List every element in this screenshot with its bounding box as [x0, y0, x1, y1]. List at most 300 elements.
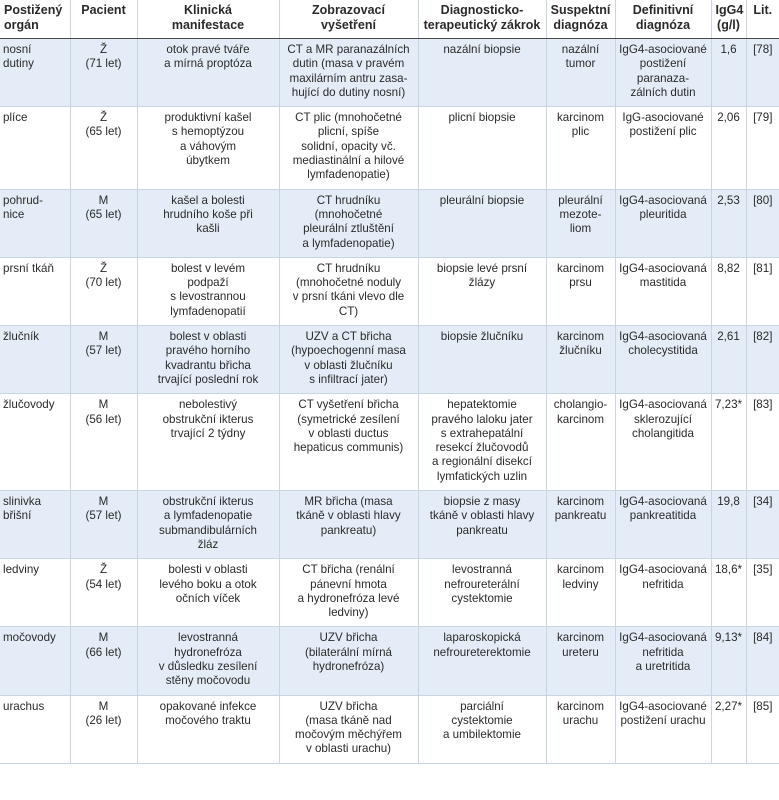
cell-line: obstrukční ikterus: [162, 495, 254, 509]
table-row: [0, 695, 779, 763]
cell-value: 19,8: [717, 495, 740, 509]
cell-clinical: [137, 257, 279, 325]
cell-line: v oblasti urachu): [305, 742, 392, 756]
cell-line: bolest v oblasti: [169, 330, 247, 344]
cell-line: CT vyšetření břicha: [298, 398, 399, 412]
cell-reference: [746, 326, 779, 394]
table-row: [0, 559, 779, 627]
cell-line: plic: [571, 125, 590, 139]
cell-value: [84]: [753, 631, 773, 645]
cell-igg4: [711, 491, 746, 559]
cell-procedure: [418, 257, 546, 325]
cell-patient: [70, 326, 137, 394]
cell-line: M: [98, 631, 109, 645]
header-procedure: [418, 0, 546, 39]
cell-reference: [746, 257, 779, 325]
cell-organ: [0, 695, 70, 763]
cell-line: zálních dutin: [630, 85, 696, 99]
cell-reference: [746, 491, 779, 559]
cell-patient: [70, 39, 137, 107]
cell-line: karcinom: [556, 412, 605, 426]
cell-line: cystektomie: [451, 713, 513, 727]
cell-line: s infiltrací jater): [309, 372, 388, 386]
cell-line: pohrud-: [3, 193, 43, 207]
cell-line: pankreatu: [554, 509, 607, 523]
cell-procedure: [418, 326, 546, 394]
cell-line: IgG4-asociovaná: [619, 330, 707, 344]
cell-line: IgG4-asociovaná: [619, 193, 707, 207]
cell-imaging: [279, 491, 418, 559]
cell-line: hepaticus communis): [293, 441, 404, 455]
cell-line: (56 let): [85, 412, 122, 426]
header-igg4: [711, 0, 746, 39]
cell-patient: [70, 559, 137, 627]
cell-line: hrudního koše při: [163, 207, 253, 221]
cell-imaging: [279, 107, 418, 189]
cell-line: pánevní hmota: [310, 577, 387, 591]
cell-procedure: [418, 394, 546, 491]
cell-clinical: [137, 559, 279, 627]
cell-line: močovody: [3, 631, 56, 645]
cell-imaging: [279, 627, 418, 695]
cell-line: plicní biopsie: [448, 111, 516, 125]
cell-procedure: [418, 189, 546, 257]
header-line: (g/l): [717, 18, 740, 32]
cell-patient: [70, 627, 137, 695]
cell-line: pankreatu): [320, 523, 377, 537]
cell-line: cholecystitida: [628, 344, 698, 358]
cell-line: biopsie žlučníku: [440, 330, 524, 344]
cell-line: solidní, opacity vč.: [301, 139, 396, 153]
cell-procedure: [418, 491, 546, 559]
cell-line: slinivka: [3, 495, 42, 509]
cell-igg4: [711, 257, 746, 325]
header-line: manifestace: [171, 18, 245, 32]
cell-line: lymfadenopatie): [307, 168, 390, 182]
cell-value: [82]: [753, 330, 773, 344]
cell-value: [83]: [753, 398, 773, 412]
cell-igg4: [711, 394, 746, 491]
cell-line: (26 let): [85, 713, 122, 727]
cell-line: IgG4-asociovaná: [619, 261, 707, 275]
cell-value: [80]: [753, 193, 773, 207]
cell-line: nice: [3, 207, 25, 221]
cell-igg4: [711, 39, 746, 107]
header-line: orgán: [4, 18, 39, 32]
cell-igg4: [711, 559, 746, 627]
cell-suspected: [546, 491, 615, 559]
cell-line: UZV břicha: [319, 699, 378, 713]
cell-imaging: [279, 326, 418, 394]
cell-patient: [70, 107, 137, 189]
cell-line: (mnohočetné: [314, 207, 383, 221]
cell-line: CT): [338, 304, 359, 318]
cell-imaging: [279, 695, 418, 763]
cell-line: pleurální biopsie: [439, 193, 525, 207]
cell-line: mastitida: [639, 276, 687, 290]
cell-line: a umbilektomie: [443, 728, 521, 742]
cell-line: otok pravé tváře: [166, 43, 250, 56]
cell-value: [34]: [753, 495, 773, 509]
cell-value: [35]: [753, 563, 773, 577]
cell-clinical: [137, 39, 279, 107]
cell-line: (bilaterální mírná: [305, 645, 392, 659]
cell-line: a regionální disekcí: [432, 455, 532, 469]
cell-line: žlučník: [3, 330, 40, 344]
table-row: [0, 107, 779, 189]
cell-line: levého boku a otok: [159, 577, 257, 591]
cell-line: pleurální ztluštění: [303, 222, 394, 236]
cell-organ: [0, 559, 70, 627]
cell-value: [81]: [753, 261, 773, 275]
cell-line: M: [98, 330, 109, 344]
cell-procedure: [418, 107, 546, 189]
cell-suspected: [546, 326, 615, 394]
cell-line: CT hrudníku: [316, 193, 381, 207]
cell-definitive: [615, 559, 711, 627]
table-row: [0, 39, 779, 107]
cell-suspected: [546, 189, 615, 257]
cell-clinical: [137, 326, 279, 394]
header-line: Zobrazovací: [312, 3, 385, 17]
header-line: Suspektní: [550, 3, 611, 17]
cell-value: 2,06: [717, 111, 740, 125]
cell-line: IgG4-asociovaná: [619, 398, 707, 412]
cell-value: [85]: [753, 699, 773, 713]
cell-igg4: [711, 189, 746, 257]
header-line: Definitivní: [632, 3, 694, 17]
cell-line: hydronefróza: [174, 645, 242, 659]
cell-clinical: [137, 695, 279, 763]
cell-line: ledviny: [562, 577, 599, 591]
cell-line: nosní: [3, 43, 32, 56]
cell-line: karcinom: [556, 330, 605, 344]
cell-imaging: [279, 559, 418, 627]
cell-procedure: [418, 627, 546, 695]
cell-line: (mnohočetné noduly: [295, 276, 402, 290]
cell-value: [79]: [753, 111, 773, 125]
cell-value: [78]: [753, 43, 773, 56]
cell-patient: [70, 257, 137, 325]
cell-procedure: [418, 559, 546, 627]
cell-line: nefroureterální: [444, 577, 520, 591]
cell-clinical: [137, 394, 279, 491]
cell-clinical: [137, 107, 279, 189]
cell-line: a lymfadenopatie: [163, 509, 253, 523]
cell-line: opakované infekce: [159, 699, 257, 713]
cell-line: M: [98, 495, 109, 509]
cell-organ: [0, 257, 70, 325]
cell-line: stěny močovodu: [165, 674, 251, 688]
cell-line: resekcí žlučovodů: [435, 441, 529, 455]
cell-line: prsní tkáň: [3, 261, 54, 275]
cell-line: karcinom: [556, 495, 605, 509]
cell-line: nefritida: [642, 645, 684, 659]
cell-organ: [0, 326, 70, 394]
cell-line: kvadrantu břicha: [165, 358, 251, 372]
cell-patient: [70, 491, 137, 559]
cell-definitive: [615, 39, 711, 107]
cell-line: pankreatitida: [629, 509, 697, 523]
cell-imaging: [279, 394, 418, 491]
cell-line: pravého laloku jater: [431, 412, 533, 426]
cell-line: urachus: [3, 699, 45, 713]
cell-line: mezote-: [559, 207, 602, 221]
cell-line: v důsledku zesílení: [158, 659, 258, 673]
cell-line: IgG-asociované: [622, 111, 704, 125]
cell-line: bolest v levém: [170, 261, 246, 275]
cell-line: a hydronefróza levé: [297, 591, 400, 605]
cell-suspected: [546, 107, 615, 189]
cell-line: dutiny: [3, 57, 34, 71]
cell-line: nefritida: [642, 577, 684, 591]
cell-line: IgG4-asociovaná: [619, 495, 707, 509]
cell-reference: [746, 627, 779, 695]
cell-line: a mírná proptóza: [164, 57, 252, 71]
cell-line: pleurální: [558, 193, 603, 207]
cell-line: liom: [569, 222, 592, 236]
cell-line: karcinom: [556, 699, 605, 713]
cell-value: 9,13*: [714, 631, 743, 645]
cell-line: (65 let): [85, 125, 122, 139]
cell-definitive: [615, 326, 711, 394]
cell-line: UZV a CT břicha: [305, 330, 392, 344]
cell-line: ledviny): [328, 606, 369, 620]
cell-line: močovým měchýřem: [295, 728, 402, 742]
cell-imaging: [279, 189, 418, 257]
cell-line: s extrahepatální: [440, 426, 524, 440]
cell-line: tumor: [565, 57, 596, 71]
cell-line: levostranná: [452, 563, 512, 577]
cell-line: (masa tkáně nad: [305, 713, 392, 727]
cell-line: Ž: [99, 111, 108, 125]
cell-clinical: [137, 189, 279, 257]
header-clinical: [137, 0, 279, 39]
cell-line: (70 let): [85, 276, 122, 290]
cell-value: 1,6: [720, 43, 737, 56]
header-ref: [746, 0, 779, 39]
cell-line: karcinom: [556, 563, 605, 577]
cell-clinical: [137, 627, 279, 695]
cell-line: CT břicha (renální: [302, 563, 395, 577]
cell-line: tkáně v oblasti hlavy: [429, 509, 535, 523]
cell-value: 2,61: [717, 330, 740, 344]
cell-line: cholangitida: [632, 426, 694, 440]
cell-line: břišní: [3, 509, 32, 523]
cell-value: 7,23*: [714, 398, 743, 412]
cell-line: lymfatických uzlin: [436, 469, 528, 483]
cell-reference: [746, 189, 779, 257]
header-line: Diagnosticko-: [440, 3, 524, 17]
cell-line: Ž: [99, 563, 108, 577]
cell-line: biopsie z masy: [443, 495, 521, 509]
table-row: [0, 326, 779, 394]
cell-suspected: [546, 627, 615, 695]
cell-igg4: [711, 107, 746, 189]
cell-suspected: [546, 559, 615, 627]
cell-line: IgG4-asociované: [619, 43, 707, 56]
cell-organ: [0, 189, 70, 257]
cell-line: trvající 2 týdny: [170, 426, 246, 440]
cell-line: plíce: [3, 111, 28, 125]
cell-line: s hemoptýzou: [171, 125, 245, 139]
cell-line: pleuritida: [639, 207, 687, 221]
header-definitive: [615, 0, 711, 39]
cell-definitive: [615, 695, 711, 763]
cell-line: (71 let): [85, 57, 122, 71]
table-row: [0, 491, 779, 559]
cell-line: žlázy: [468, 276, 496, 290]
cell-igg4: [711, 695, 746, 763]
cell-line: žlučníku: [559, 344, 602, 358]
cell-line: M: [98, 398, 109, 412]
header-line: terapeutický zákrok: [423, 18, 541, 32]
cell-line: cystektomie: [451, 591, 513, 605]
cell-line: karcinom: [556, 261, 605, 275]
cell-suspected: [546, 257, 615, 325]
cell-line: kašel a bolesti: [171, 193, 245, 207]
cell-line: urachu: [562, 713, 599, 727]
cell-line: karcinom: [556, 111, 605, 125]
cell-line: mediastinální a hilové: [292, 154, 405, 168]
cell-line: IgG4-asociovaná: [619, 563, 707, 577]
cell-line: (66 let): [85, 645, 122, 659]
cell-line: pankreatu: [456, 523, 508, 537]
cell-line: cholangio-: [553, 398, 608, 412]
cell-line: v oblasti ductus: [308, 426, 389, 440]
cell-line: nebolestivý: [178, 398, 237, 412]
cell-definitive: [615, 491, 711, 559]
cell-line: kašli: [196, 222, 220, 236]
cell-line: pravého horního: [165, 344, 251, 358]
cell-line: UZV břicha: [319, 631, 378, 645]
cell-value: 8,82: [717, 261, 740, 275]
cell-reference: [746, 394, 779, 491]
cell-definitive: [615, 627, 711, 695]
cell-organ: [0, 107, 70, 189]
cell-igg4: [711, 627, 746, 695]
cell-line: sklerozující: [634, 412, 692, 426]
cell-procedure: [418, 695, 546, 763]
cell-value: 2,27*: [714, 699, 743, 713]
header-line: IgG4: [715, 3, 744, 17]
table-row: [0, 189, 779, 257]
cell-organ: [0, 627, 70, 695]
cell-definitive: [615, 257, 711, 325]
cell-line: žláz: [197, 537, 219, 551]
cell-suspected: [546, 695, 615, 763]
cell-patient: [70, 394, 137, 491]
cell-line: submandibulárních: [159, 523, 257, 537]
cell-line: laparoskopická: [443, 631, 521, 645]
cell-line: IgG4-asociované: [619, 699, 707, 713]
cell-clinical: [137, 491, 279, 559]
cell-line: nazální: [561, 43, 600, 56]
cell-line: dutin (masa v pravém: [292, 57, 405, 71]
cell-value: 2,53: [717, 193, 740, 207]
cell-line: Ž: [99, 43, 108, 56]
cell-line: (57 let): [85, 344, 122, 358]
cell-suspected: [546, 394, 615, 491]
cell-definitive: [615, 107, 711, 189]
cell-line: produktivní kašel: [164, 111, 252, 125]
cell-line: (hypoechogenní masa: [291, 344, 406, 358]
cell-line: trvající poslední rok: [157, 372, 259, 386]
cell-line: močového traktu: [165, 713, 251, 727]
header-imaging: [279, 0, 418, 39]
header-line: Postižený: [4, 3, 63, 17]
cell-definitive: [615, 189, 711, 257]
cell-organ: [0, 39, 70, 107]
header-line: diagnóza: [553, 18, 608, 32]
cell-line: (54 let): [85, 577, 122, 591]
cell-line: a lymfadenopatie): [302, 236, 395, 250]
cell-patient: [70, 695, 137, 763]
cell-line: ureteru: [562, 645, 599, 659]
cell-line: levostranná: [178, 631, 238, 645]
cell-line: (symetrické zesílení: [297, 412, 400, 426]
cell-line: podpaží: [187, 276, 229, 290]
header-line: vyšetření: [321, 18, 376, 32]
cell-line: v oblasti žlučníku: [304, 358, 393, 372]
cell-imaging: [279, 257, 418, 325]
header-line: diagnóza: [635, 18, 691, 32]
header-line: Klinická: [184, 3, 232, 17]
cell-organ: [0, 491, 70, 559]
cell-organ: [0, 394, 70, 491]
cell-line: postižení paranaza-: [636, 57, 690, 85]
cell-line: tkáně v oblasti hlavy: [296, 509, 401, 523]
cell-patient: [70, 189, 137, 257]
cell-line: obstrukční ikterus: [162, 412, 254, 426]
cell-procedure: [418, 39, 546, 107]
cell-line: M: [98, 699, 109, 713]
cell-value: 18,6*: [714, 563, 743, 577]
cell-line: hující do dutiny nosní): [291, 85, 406, 99]
header-suspected: [546, 0, 615, 39]
table-header-row: [0, 0, 779, 39]
cell-line: nefroureterektomie: [433, 645, 531, 659]
cell-line: CT plic (mnohočetné: [295, 111, 402, 125]
cell-line: očních víček: [175, 591, 241, 605]
cell-line: nazální biopsie: [443, 43, 521, 56]
cell-line: (65 let): [85, 207, 122, 221]
header-organ: [0, 0, 70, 39]
cell-reference: [746, 695, 779, 763]
cell-line: maxilárním antru zasa-: [289, 71, 408, 85]
cell-line: IgG4-asociovaná: [619, 631, 707, 645]
cell-line: hepatektomie: [447, 398, 517, 412]
cell-line: žlučovody: [3, 398, 55, 412]
cell-line: M: [98, 193, 109, 207]
cell-igg4: [711, 326, 746, 394]
cell-line: lymfadenopatií: [170, 304, 246, 318]
table-row: [0, 627, 779, 695]
header-line: Pacient: [81, 3, 126, 17]
cell-line: Ž: [99, 261, 108, 275]
cell-line: a uretritida: [635, 659, 691, 673]
header-patient: [70, 0, 137, 39]
cell-reference: [746, 39, 779, 107]
cell-line: prsu: [569, 276, 592, 290]
cell-line: CT hrudníku: [316, 261, 381, 275]
cell-line: a váhovým: [179, 139, 237, 153]
cell-definitive: [615, 394, 711, 491]
cell-reference: [746, 107, 779, 189]
cell-line: postižení urachu: [620, 713, 706, 727]
cell-suspected: [546, 39, 615, 107]
table-row: [0, 394, 779, 491]
